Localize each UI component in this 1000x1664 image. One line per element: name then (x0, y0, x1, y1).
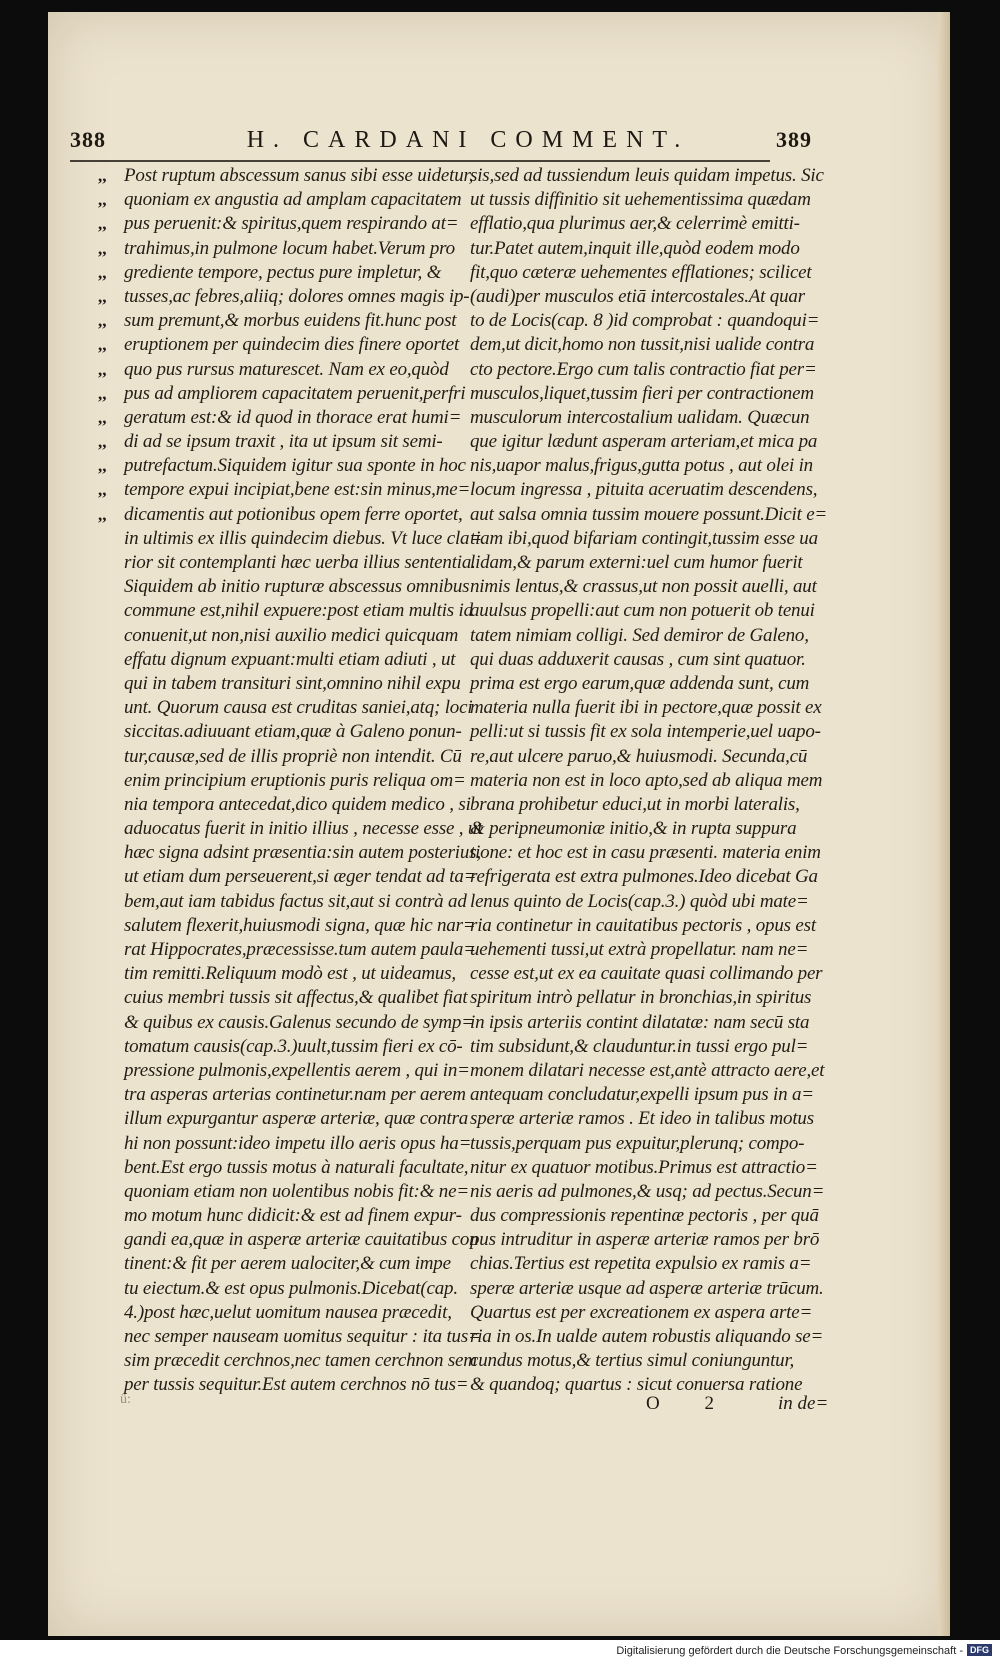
text-line: pus ad ampliorem capacitatem peruenit,perfri (124, 382, 466, 404)
text-line: tim subsidunt,& clauduntur.in tussi ergo pul= (470, 1035, 809, 1057)
text-line: uehementi tussi,ut extrà propellatur. nam ne= (470, 939, 809, 960)
text-line: bem,aut iam tabidus factus sit,aut si contrà ad (124, 890, 467, 912)
text-line: ut etiam dum perseuerent,si æger tendat ad ta= (124, 866, 477, 888)
text-line: re,aut ulcere paruo,& huiusmodi. Secunda,cū (470, 745, 808, 767)
text-line: tra asperas arterias continetur.nam per aerem (124, 1084, 466, 1106)
text-line: ria continetur in cauitatibus pectoris , opus est (470, 914, 816, 936)
margin-quote-mark: ,, (98, 432, 107, 452)
margin-quote-mark: ,, (98, 166, 107, 185)
text-line: to de Locis(cap. 8 )id comprobat : quandoqui= (470, 310, 820, 332)
text-line: pressione pulmonis,expellentis aerem , qui in= (124, 1059, 470, 1081)
text-line: di ad se ipsum traxit , ita ut ipsum sit semi- (124, 431, 443, 453)
text-line: tu eiectum.& est opus pulmonis.Dicebat(cap. (124, 1277, 458, 1299)
text-line: dus compressionis repentinæ pectoris , per quā (470, 1205, 819, 1227)
margin-quote-mark: ,, (98, 407, 107, 427)
text-line: locum ingressa , pituita aceruatim descendens, (470, 479, 818, 501)
text-line: & quandoq; quartus : sicut conuersa ratione (470, 1374, 803, 1396)
text-line: Siquidem ab initio rupturæ abscessus omnibus (124, 576, 470, 598)
left-page-number: 388 (70, 127, 106, 152)
text-line: tussis,perquam pus expuitur,plerunq; compo- (470, 1132, 805, 1154)
text-line: pelli:ut si tussis fit ex sola intemperie,uel uapo- (470, 721, 821, 743)
text-line: tiam ibi,quod bifariam contingit,tussim esse ua (470, 527, 818, 549)
header-rule (70, 160, 770, 162)
text-line: conuenit,ut non,nisi auxilio medici quicquam (124, 624, 459, 646)
right-text-column (470, 164, 828, 1398)
text-line: in ultimis ex illis quindecim diebus. Vt luce cla= (124, 527, 482, 549)
text-line: gandi ea,quæ in asperæ arteriæ cauitatibus con (124, 1229, 479, 1251)
text-line: eruptionem per quindecim dies finere oportet (124, 334, 460, 356)
text-line: tempore expui incipiat,bene est:sin minus,me= (124, 479, 471, 501)
text-line: sum premunt,& morbus euidens fit.hunc post (124, 310, 457, 332)
text-line: prima est ergo earum,quæ addenda sunt, cum (470, 672, 810, 694)
margin-quote-mark: ,, (98, 262, 107, 282)
text-line: auulsus propelli:aut cum non potuerit ob tenui (470, 600, 815, 622)
text-line: lidam,& parum externi:uel cum humor fuerit (470, 552, 803, 573)
text-line: unt. Quorum causa est cruditas saniei,atq; loci (124, 697, 473, 719)
text-line: siccitas.adiuuant etiam,quæ à Galeno ponun- (124, 721, 462, 743)
text-line: efflatio,qua plurimus aer,& celerrimè emitti- (470, 213, 800, 235)
text-line: putrefactum.Siquidem igitur sua sponte in hoc (124, 455, 466, 477)
text-line: sim præcedit cerchnos,nec tamen cerchnon sem (124, 1350, 477, 1372)
text-line: refrigerata est extra pulmones.Ideo dicebat Ga (470, 866, 818, 888)
text-line: nimis lentus,& crassus,ut non possit auelli, aut (470, 576, 817, 598)
text-line: tusses,ac febres,aliiq; dolores omnes magis ip- (124, 285, 470, 307)
text-line: mo motum hunc didicit:& est ad finem expur- (124, 1205, 462, 1227)
text-line: cundus motus,& tertius simul coniunguntur, (470, 1350, 795, 1372)
left-text-column (124, 164, 483, 1398)
text-line: quoniam ex angustia ad amplam capacitatem (124, 189, 462, 211)
margin-quote-mark: ,, (98, 311, 107, 331)
dfg-logo: DFG (967, 1644, 992, 1656)
catchword: in de= (778, 1393, 829, 1414)
running-head: H. CARDANI COMMENT. (246, 127, 690, 153)
right-page-number: 389 (776, 127, 812, 152)
text-line: antequam concludatur,expelli ipsum pus in a= (470, 1084, 814, 1106)
text-line: cesse est,ut ex ea cauitate quasi collimando per (470, 963, 823, 985)
text-line: qui duas adduxerit causas , cum sint quatuor. (470, 648, 806, 670)
text-line: Quartus est per excreationem ex aspera arte= (470, 1301, 813, 1323)
text-line: & quibus ex causis.Galenus secundo de symp= (124, 1011, 474, 1033)
text-line: aduocatus fuerit in initio illius , necesse esse , ut (124, 818, 483, 840)
text-line: pus intruditur in asperæ arteriæ ramos per brō (470, 1229, 820, 1251)
margin-quote-mark: ,, (98, 456, 107, 476)
text-line: tomatum causis(cap.3.)uult,tussim fieri ex cō- (124, 1035, 463, 1057)
text-line: rat Hippocrates,præcessisse.tum autem paula= (124, 939, 476, 960)
text-line: materia nulla fuerit ibi in pectore,quæ possit ex (470, 697, 822, 719)
text-line: que igitur lædunt asperam arteriam,et mica pa (470, 431, 818, 453)
text-line: aut salsa omnia tussim mouere possunt.Dicit e= (470, 503, 828, 525)
margin-quote-mark: ,, (98, 214, 107, 234)
text-line: 4.)post hæc,uelut uomitum nausea præcedit, (124, 1301, 452, 1323)
margin-quote-mark: ,, (98, 480, 107, 500)
text-line: Post ruptum abscessum sanus sibi esse uidetur, (124, 165, 474, 186)
text-line: dicamentis aut potionibus opem ferre oportet, (124, 503, 463, 525)
text-line: spiritum intrò pellatur in bronchias,in spiritus (470, 987, 812, 1009)
text-line: tinent:& fit per aerem ualociter,& cum impe (124, 1253, 451, 1275)
text-line: speræ arteriæ ramos . Et ideo in talibus motus (470, 1108, 814, 1130)
text-line: trahimus,in pulmone locum habet.Verum pro (124, 237, 455, 259)
text-line: lenus quinto de Locis(cap.3.) quòd ubi mate= (470, 890, 809, 912)
text-line: nec semper nauseam uomitus sequitur : ita tus= (124, 1326, 481, 1347)
margin-quote-mark: ,, (98, 190, 107, 210)
text-line: nis aeris ad pulmones,& usq; ad pectus.Secun= (470, 1180, 825, 1202)
text-line: geratum est:& id quod in thorace erat humi= (124, 406, 462, 428)
text-line: musculorum intercostalium ualidam. Quæcun (470, 406, 810, 428)
text-line: brana prohibetur educi,ut in morbi lateralis, (470, 793, 800, 815)
text-line: tur,causæ,sed de illis propriè non intendit. Cū (124, 745, 462, 767)
text-line: enim principium eruptionis puris reliqua om= (124, 769, 466, 791)
text-line: nitur ex quatuor motibus.Primus est attractio= (470, 1156, 818, 1178)
text-line: quoniam etiam non uolentibus nobis fit:& ne= (124, 1180, 469, 1202)
margin-quote-mark: ,, (98, 286, 107, 306)
text-line: cuius membri tussis sit affectus,& qualibet fiat (124, 987, 468, 1009)
text-line: qui in tabem transituri sint,omnino nihil expu (124, 672, 461, 694)
text-line: bent.Est ergo tussis motus à naturali facultate, (124, 1156, 469, 1178)
funding-notice (0, 1644, 992, 1657)
text-line: effatu dignum expuant:multi etiam adiuti , ut (124, 648, 456, 670)
text-line: cto pectore.Ergo cum talis contractio fiat per= (470, 358, 817, 380)
margin-quote-mark: ,, (98, 335, 107, 355)
quotation-margin-marks (98, 164, 107, 527)
margin-quote-mark: ,, (98, 383, 107, 403)
margin-quote-mark: ,, (98, 359, 107, 379)
text-line: commune est,nihil expuere:post etiam multis id (124, 600, 473, 622)
text-line: ria in os.In ualde autem robustis aliquando se= (470, 1326, 824, 1347)
text-line: chias.Tertius est repetita expulsio ex ramis a= (470, 1253, 812, 1275)
text-line: nia tempora antecedat,dico quidem medico , si (124, 793, 471, 815)
funding-text: Digitalisierung gefördert durch die Deutsche Forschungsgemeinschaft - (616, 1645, 963, 1657)
text-line: nis,uapor malus,frigus,gutta potus , aut olei in (470, 455, 813, 477)
text-line: tatem nimiam colligi. Sed demiror de Galeno, (470, 624, 809, 646)
text-line: ut tussis diffinitio sit uehementissima quædam (470, 189, 811, 211)
text-line: pus peruenit:& spiritus,quem respirando at= (124, 213, 459, 235)
text-line: in ipsis arteriis contint dilatatæ: nam secū sta (470, 1011, 810, 1033)
text-line: dem,ut dicit,homo non tussit,nisi ualide contra (470, 334, 815, 356)
text-line: illum expurgantur asperæ arteriæ, quæ contra (124, 1108, 469, 1130)
page-footer (48, 1393, 950, 1423)
text-line: per tussis sequitur.Est autem cerchnos nō tus= (124, 1374, 469, 1396)
text-line: tione: et hoc est in casu præsenti. materia enim (470, 842, 821, 864)
text-line: tur.Patet autem,inquit ille,quòd eodem modo (470, 237, 800, 259)
text-line: rior sit contemplanti hæc uerba illius sententia. (124, 552, 476, 573)
text-line: hi non possunt:ideo impetu illo aeris opus ha= (124, 1132, 472, 1154)
margin-quote-mark: ,, (98, 238, 107, 258)
text-line: & peripneumoniæ initio,& in rupta suppura (470, 818, 797, 840)
text-line: grediente tempore, pectus pure impletur, & (124, 261, 442, 283)
text-line: speræ arteriæ usque ad asperæ arteriæ trūcum. (470, 1277, 824, 1299)
text-line: monem dilatari necesse est,antè attracto aere,et (470, 1059, 825, 1081)
text-line: materia non est in loco apto,sed ab aliqua mem (470, 769, 823, 791)
text-line: tim remitti.Reliquum modò est , ut uideamus, (124, 963, 456, 985)
text-line: sis,sed ad tussiendum leuis quidam impetus. Sic (470, 165, 824, 186)
signature-mark: O 2 (646, 1393, 734, 1414)
ink-smudge: ü: (120, 1392, 131, 1407)
text-line: hæc signa adsint præsentia:sin autem posterius, (124, 842, 481, 864)
text-line: salutem flexerit,huiusmodi signa, quæ hic nar= (124, 914, 476, 936)
text-line: quo pus rursus maturescet. Nam ex eo,quòd (124, 358, 449, 380)
book-page (48, 12, 950, 1636)
text-line: musculos,liquet,tussim fieri per contractionem (470, 382, 814, 404)
text-line: fit,quo cæteræ uehementes efflationes; scilicet (470, 261, 812, 283)
text-line: (audi)per musculos etiā intercostales.At quar (470, 285, 805, 307)
margin-quote-mark: ,, (98, 504, 107, 524)
